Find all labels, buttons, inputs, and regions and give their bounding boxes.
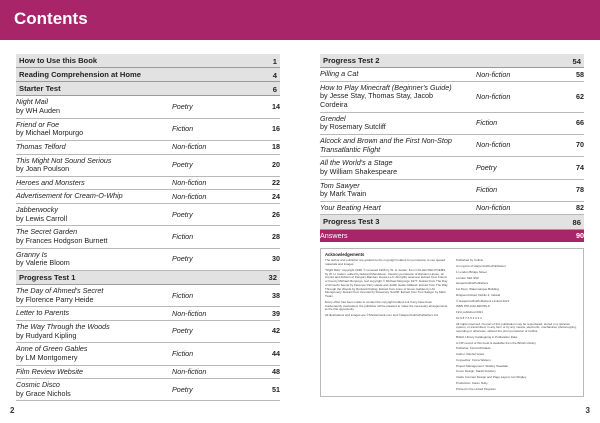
entry-page-number: 90 [576, 230, 584, 240]
entry-author: by Lewis Carroll [16, 213, 68, 223]
entry-title: How to Use this Book [19, 56, 98, 65]
entry-genre: Non-fiction [172, 142, 207, 152]
answers-row [320, 230, 584, 243]
section-row [16, 82, 280, 96]
entry-genre: Non-fiction [172, 178, 207, 188]
entry-page-number: 62 [576, 91, 584, 101]
entry-title: Night Mail [16, 97, 48, 107]
entry-title: Progress Test 1 [19, 272, 76, 282]
entry-title: Cosmic Disco [16, 380, 60, 390]
entry-genre: Non-fiction [476, 203, 511, 213]
acknowledgement-line: The author and publisher are grateful to the copyright holders for permission to use quoted materials and images. [325, 258, 446, 266]
entry-title: Letter to Parents [16, 308, 70, 318]
entry-page-number: 14 [272, 101, 280, 111]
acknowledgement-line: © HarperCollinsPublishers Limited 2021 [456, 298, 510, 303]
entry-title: Answers [320, 230, 348, 240]
entry-genre: Poetry [172, 101, 193, 111]
entry-page-number: 32 [268, 273, 277, 283]
entry-author: by Frances Hodgson Burnett [16, 236, 108, 246]
entry-title: How to Play Minecraft (Beginner's Guide) [320, 82, 452, 92]
section-row [16, 68, 280, 82]
contents-entry [16, 379, 280, 401]
entry-author: by Joan Poulson [16, 164, 70, 174]
publishing-details-column [456, 259, 579, 393]
acknowledgement-line: Copyeditor: Fiona Watson [456, 357, 491, 362]
entry-title: Reading Comprehension at Home [19, 70, 141, 80]
contents-table-left [16, 54, 280, 401]
entry-genre: Non-fiction [172, 191, 207, 201]
entry-page-number: 51 [272, 384, 280, 394]
entry-title: The Way Through the Woods [16, 321, 110, 331]
contents-entry [16, 285, 280, 307]
entry-page-number: 22 [272, 178, 280, 188]
entry-title: Granny Is [16, 249, 48, 259]
contents-entry [16, 155, 280, 177]
section-row [320, 215, 584, 229]
entry-page-number: 66 [576, 118, 584, 128]
entry-title: The Day of Ahmed's Secret [16, 286, 104, 296]
acknowledgement-line: All illustrations and images are ©Shutterstock.com and ©HarperCollinsPublishers Ltd [325, 313, 438, 317]
entry-genre: Non-fiction [172, 308, 207, 318]
entry-page-number: 28 [272, 231, 280, 241]
acknowledgement-line: ISBN 978-0-00-846769-9 [456, 304, 490, 309]
contents-entry [16, 119, 280, 141]
contents-entry [16, 96, 280, 118]
entry-genre: Poetry [172, 326, 193, 336]
acknowledgements-left-column [325, 259, 448, 393]
entry-page-number: 78 [576, 185, 584, 195]
entry-title: Film Review Website [16, 366, 83, 376]
contents-entry [16, 307, 280, 321]
entry-title: Your Beating Heart [320, 202, 381, 212]
acknowledgement-line: London SE1 9GF [456, 275, 480, 280]
acknowledgement-line: Production: Karen Nulty [456, 380, 488, 385]
entry-title: Tom Sawyer [320, 180, 360, 190]
entry-page-number: 20 [272, 160, 280, 170]
section-row [16, 271, 280, 285]
contents-entry [320, 180, 584, 202]
entry-genre: Fiction [476, 185, 498, 195]
contents-table-right [320, 54, 584, 242]
acknowledgement-line: 1st Floor, Watermarque Building, [456, 287, 500, 291]
entry-author: by Florence Parry Heide [16, 294, 94, 304]
entry-page-number: 86 [572, 217, 581, 227]
acknowledgement-line: Inside Concept Design and Page Layout: Ian Wrigley [456, 375, 527, 379]
contents-entry [320, 68, 584, 82]
entry-title: Advertisement for Cream-O-Whip [16, 191, 123, 201]
contents-entry [320, 113, 584, 135]
entry-title: Thomas Telford [16, 141, 66, 151]
acknowledgement-line: Publisher: Fiona McGlade [456, 346, 491, 351]
contents-header [0, 0, 600, 40]
entry-author: by Jesse Stay, Thomas Stay, Jacob Cordeira [320, 91, 434, 110]
entry-genre: Poetry [172, 209, 193, 219]
acknowledgements-heading: Acknowledgements [325, 252, 365, 257]
entry-title: The Secret Garden [16, 227, 78, 237]
entry-genre: Fiction [172, 231, 194, 241]
entry-page-number: 4 [272, 70, 277, 80]
entry-page-number: 18 [272, 142, 280, 152]
entry-author: by Mark Twain [320, 189, 367, 199]
entry-genre: Poetry [172, 254, 193, 264]
acknowledgement-line: Ringsend Road, Dublin 4, Ireland [456, 292, 501, 297]
entry-title: Grendel [320, 113, 346, 123]
section-row [16, 54, 280, 68]
entry-genre: Fiction [172, 290, 194, 300]
contents-entry [320, 202, 584, 216]
entry-title: Progress Test 2 [323, 56, 380, 65]
entry-genre: Poetry [172, 160, 193, 170]
contents-entry [16, 177, 280, 191]
page-title: Contents [14, 9, 88, 28]
contents-entry [16, 141, 280, 155]
contents-entry [16, 366, 280, 380]
acknowledgement-line: Project Management: Shelley Teasdale [456, 363, 508, 368]
entry-genre: Non-fiction [476, 140, 511, 150]
entry-title: Jabberwocky [16, 205, 58, 215]
contents-entry [16, 249, 280, 271]
entry-page-number: 38 [272, 290, 280, 300]
acknowledgement-line: Printed in the United Kingdom [456, 386, 496, 391]
entry-genre: Non-fiction [172, 367, 207, 377]
acknowledgement-line: First published 2021 [456, 310, 484, 314]
acknowledgement-line: 1 London Bridge Street [456, 269, 487, 274]
entry-author: by William Shakespeare [320, 166, 398, 176]
entry-genre: Fiction [476, 118, 498, 128]
entry-title: Friend or Foe [16, 119, 60, 129]
acknowledgement-line: Cover Design: Sarah Duxbury [456, 369, 496, 374]
entry-page-number: 1 [272, 56, 277, 66]
entry-title: Pilling a Cat [320, 69, 359, 79]
entry-page-number: 39 [272, 308, 280, 318]
acknowledgements-box [320, 248, 584, 397]
entry-author: by Valerie Bloom [16, 258, 70, 268]
entry-author: by Rosemary Sutcliff [320, 122, 386, 132]
left-page [0, 40, 296, 423]
entry-genre: Non-fiction [476, 69, 511, 79]
entry-title: This Might Not Sound Serious [16, 155, 112, 165]
entry-genre: Non-fiction [476, 91, 511, 101]
acknowledgement-line: Author: Rachel Grant [456, 352, 485, 356]
entry-author: by LM Montgomery [16, 352, 78, 362]
acknowledgement-line: HarperCollinsPublishers [456, 281, 489, 286]
entry-author: by Grace Nichols [16, 388, 71, 398]
entry-page-number: 26 [272, 209, 280, 219]
spread-gutter [296, 40, 304, 423]
entry-page-number: 44 [272, 348, 280, 358]
entry-genre: Fiction [172, 124, 194, 134]
entry-page-number: 58 [576, 69, 584, 79]
contents-entry [320, 82, 584, 113]
contents-entry [16, 204, 280, 226]
acknowledgement-line: "Night Mail," copyright 1938, © renewed 1966 by W. H. Auden; from COLLECTED POEMS by W. H. Auden, edited by Edward Mendelson. Used by permission of Random House, an imprint and division of Penguin Random House LLC. All rights reserved. Extract from Friend or Foe by Michael Morpurgo, text copyright © Michael Morpurgo 1977. Extract from The Day of Ahmed's Secret by Florence Parry Heide and Judith Heide Gilliland. Extract from The Way Through the Woods by Rudyard Kipling. Extract from Anne of Green Gables by LM Montgomery. Extract from Grendel by Rosemary Sutcliff. Extract from Tom Sawyer by Mark Twain. [325, 267, 448, 298]
entry-title: Anne of Green Gables [16, 344, 88, 354]
acknowledgement-line: All rights reserved. No part of this publication may be reproduced, stored in a retrieval system, or transmitted, in any form or by any means, electronic, mechanical, photocopying, recording or otherwise, without the prior permission of Collins. [456, 321, 577, 333]
entry-genre: Fiction [172, 348, 194, 358]
page-number-left: 2 [10, 406, 15, 415]
entry-page-number: 42 [272, 326, 280, 336]
right-page [304, 40, 600, 423]
entry-page-number: 48 [272, 367, 280, 377]
acknowledgement-line: An imprint of HarperCollinsPublishers [456, 264, 506, 268]
entry-page-number: 82 [576, 203, 584, 213]
entry-page-number: 30 [272, 254, 280, 264]
entry-title: Starter Test [19, 84, 61, 94]
acknowledgement-line: Published by Collins [456, 258, 484, 263]
entry-genre: Poetry [476, 162, 497, 172]
acknowledgement-line: British Library Cataloguing in Publication Data. [456, 334, 518, 339]
entry-title: Alcock and Brown and the First Non-Stop Transatlantic Flight [320, 135, 452, 154]
entry-genre: Poetry [172, 384, 193, 394]
contents-entry [16, 321, 280, 343]
contents-entry [16, 226, 280, 248]
entry-author: by Rudyard Kipling [16, 330, 77, 340]
section-row [320, 54, 584, 68]
contents-entry [16, 343, 280, 365]
contents-entry [320, 135, 584, 157]
contents-entry [320, 157, 584, 179]
entry-title: Heroes and Monsters [16, 177, 85, 187]
entry-page-number: 74 [576, 162, 584, 172]
entry-page-number: 24 [272, 191, 280, 201]
acknowledgement-line: A CIP record of this book is available from the British Library. [456, 340, 537, 345]
entry-page-number: 16 [272, 124, 280, 134]
entry-page-number: 6 [272, 84, 277, 94]
entry-title: All the World's a Stage [320, 158, 393, 168]
contents-entry [16, 190, 280, 204]
entry-page-number: 54 [572, 56, 581, 66]
acknowledgement-line: Every effort has been made to contact the copyright holders but if any have been inadvertently overlooked, the publisher will be pleased to make the necessary arrangements at the first opportunity. [325, 299, 448, 312]
entry-author: by Michael Morpurgo [16, 128, 84, 138]
entry-title: Progress Test 3 [323, 217, 380, 227]
entry-page-number: 70 [576, 140, 584, 150]
acknowledgement-line: 10 9 8 7 6 5 4 3 2 1 [456, 315, 482, 320]
page-number-right: 3 [585, 406, 590, 415]
entry-author: by WH Auden [16, 105, 60, 115]
